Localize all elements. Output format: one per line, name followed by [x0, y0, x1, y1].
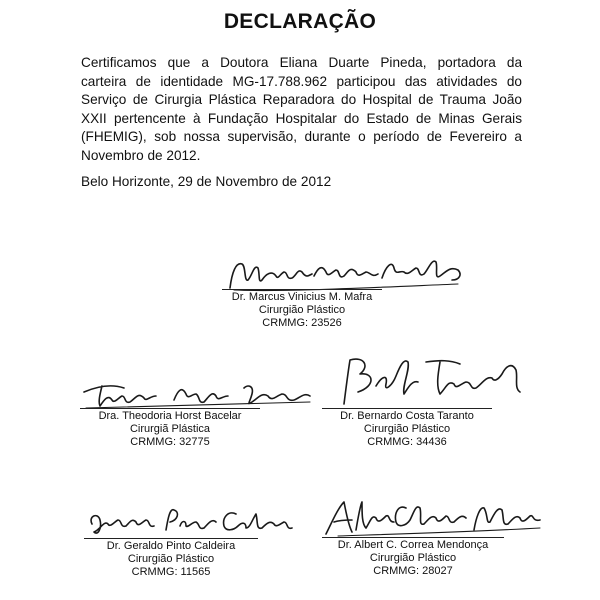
handwritten-signature-taranto	[330, 352, 530, 410]
signature-line	[84, 538, 258, 539]
paragraph-line: (FHEMIG), sob nossa supervisão, durante o período de Fevereiro a	[81, 129, 522, 144]
handwritten-signature-mendonca	[318, 494, 548, 540]
signer-crm: CRMMG: 32775	[130, 436, 210, 448]
signer-crm: CRMMG: 34436	[367, 436, 447, 448]
signer-role: Cirurgião Plástico	[363, 423, 451, 435]
signer-role: Cirurgiã Plástica	[129, 423, 211, 435]
signer-info	[84, 540, 258, 579]
signer-info	[222, 291, 382, 330]
signer-info	[80, 410, 260, 449]
signer-name: Dr. Marcus Vinicius M. Mafra	[231, 291, 373, 303]
place-date-line: Belo Horizonte, 29 de Novembro de 2012	[81, 174, 332, 189]
signature-line	[322, 537, 504, 538]
paragraph-line: carteira de identidade MG-17.788.962 participou das atividades do	[81, 73, 522, 89]
signer-name: Dr. Albert C. Correa Mendonça	[337, 539, 489, 551]
signer-role: Cirurgião Plástico	[127, 553, 215, 565]
signer-name: Dr. Bernardo Costa Taranto	[340, 410, 474, 422]
signer-role: Cirurgião Plástico	[258, 304, 346, 316]
paragraph-line: Certificamos que a Doutora Eliana Duarte Pineda, portadora da	[81, 55, 522, 70]
signer-info	[322, 410, 492, 449]
signer-crm: CRMMG: 23526	[262, 317, 342, 329]
signer-role: Cirurgião Plástico	[369, 552, 457, 564]
signer-crm: CRMMG: 28027	[373, 565, 453, 577]
signer-name: Dra. Theodoria Horst Bacelar	[98, 410, 242, 422]
signature-line	[80, 408, 260, 409]
handwritten-signature-caldeira	[86, 500, 296, 540]
signer-name: Dr. Geraldo Pinto Caldeira	[106, 540, 236, 552]
signature-line	[322, 408, 492, 409]
signer-info	[322, 539, 504, 578]
declaration-title: DECLARAÇÃO	[223, 10, 377, 33]
signer-crm: CRMMG: 11565	[131, 566, 211, 578]
paragraph-line: XXII pertencente à Fundação Hospitalar do Estado de Minas Gerais	[81, 110, 522, 126]
paragraph-line: Serviço de Cirurgia Plástica Reparadora do Hospital de Trauma João	[81, 92, 522, 107]
paragraph-line: Novembro de 2012.	[81, 147, 201, 163]
signature-line	[222, 289, 382, 290]
declaration-body	[81, 54, 522, 165]
